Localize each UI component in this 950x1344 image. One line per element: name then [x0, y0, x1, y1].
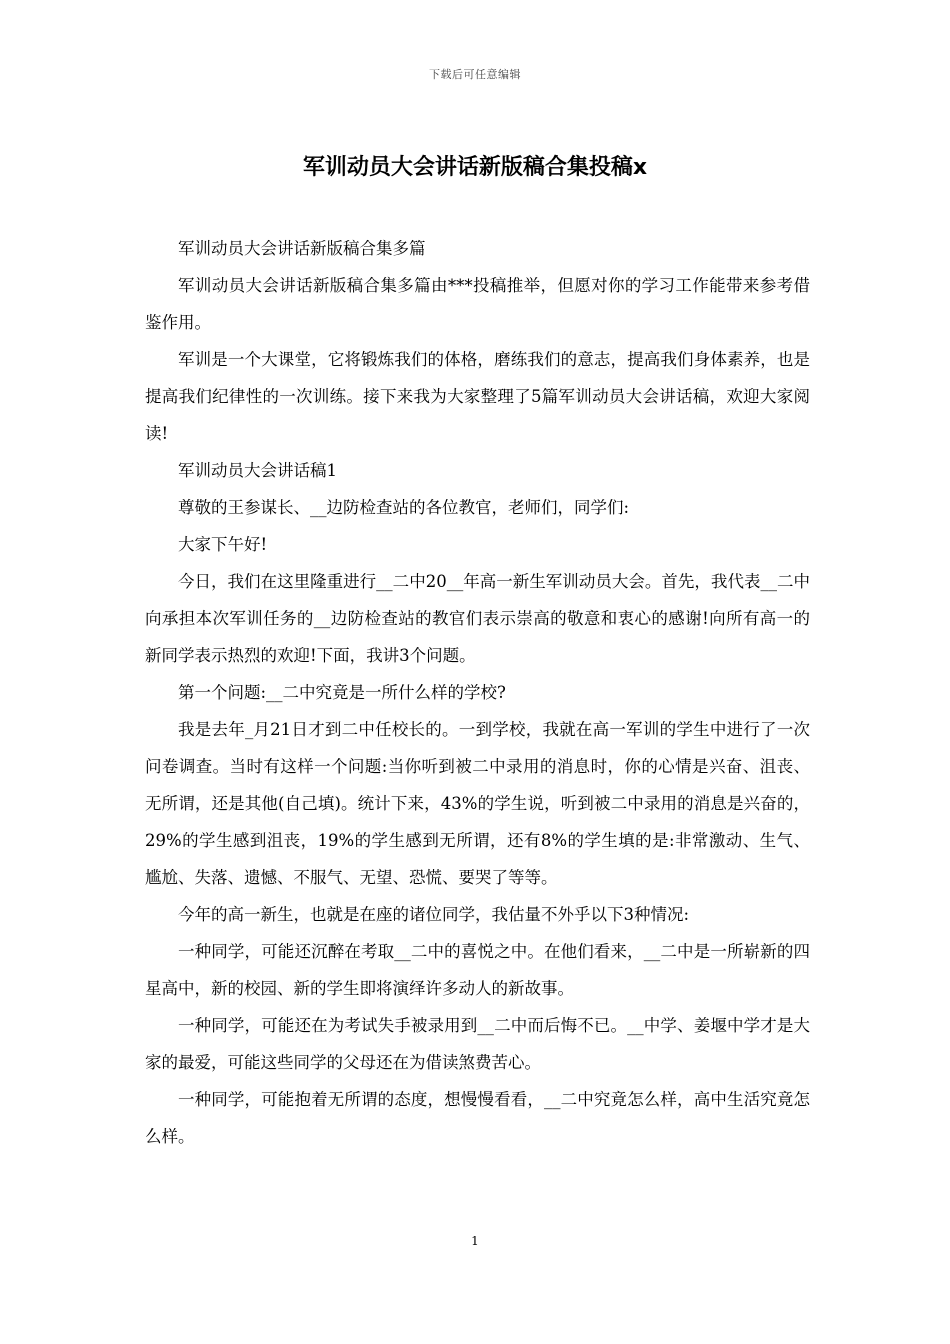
paragraph-subtitle: 军训动员大会讲话新版稿合集多篇: [178, 239, 426, 258]
paragraph-opening: 今日，我们在这里隆重进行__二中20__年高一新生军训动员大会。首先，我代表__二中向承担本次军训任务的__边防检查站的教官们表示崇高的敬意和衷心的感谢!向所有高一的新同学表示热烈的欢迎!下面，我讲3个问题。: [145, 572, 810, 665]
paragraph-situation-two: 一种同学，可能还在为考试失手被录用到__二中而后悔不已。__中学、姜堰中学才是大家的最爱，可能这些同学的父母还在为借读煞费苦心。: [145, 1016, 810, 1072]
paragraph-greeting: 大家下午好!: [178, 535, 268, 554]
paragraph-question-one: 第一个问题:__二中究竟是一所什么样的学校?: [178, 683, 506, 702]
paragraph-survey: 我是去年_月21日才到二中任校长的。一到学校，我就在高一军训的学生中进行了一次问卷调查。当时有这样一个问题:当你听到被二中录用的消息时，你的心情是兴奋、沮丧、无所谓，还是其他(自己填)。统计下来，43%的学生说，听到被二中录用的消息是兴奋的，29%的学生感到沮丧，19%的学生感到无所谓，还有8%的学生填的是:非常激动、生气、尴尬、失落、遗憾、不服气、无望、恐慌、要哭了等等。: [145, 720, 810, 887]
paragraph-summary: 军训是一个大课堂，它将锻炼我们的体格，磨练我们的意志，提高我们身体素养，也是提高我们纪律性的一次训练。接下来我为大家整理了5篇军训动员大会讲话稿，欢迎大家阅读!: [145, 350, 810, 443]
page-number: 1: [471, 1234, 479, 1248]
document-title: 军训动员大会讲话新版稿合集投稿x: [302, 155, 648, 180]
paragraph-situations: 今年的高一新生，也就是在座的诸位同学，我估量不外乎以下3种情况:: [178, 905, 690, 924]
paragraph-speech-heading: 军训动员大会讲话稿1: [178, 461, 337, 480]
page-header-note: 下载后可任意编辑: [429, 68, 521, 81]
paragraph-situation-three: 一种同学，可能抱着无所谓的态度，想慢慢看看，__二中究竟怎么样，高中生活究竟怎么样。: [145, 1090, 810, 1146]
paragraph-salutation: 尊敬的王参谋长、__边防检查站的各位教官，老师们，同学们:: [178, 498, 630, 517]
paragraph-intro: 军训动员大会讲话新版稿合集多篇由***投稿推举，但愿对你的学习工作能带来参考借鉴作用。: [145, 276, 810, 332]
paragraph-situation-one: 一种同学，可能还沉醉在考取__二中的喜悦之中。在他们看来，__二中是一所崭新的四星高中，新的校园、新的学生即将演绎许多动人的新故事。: [145, 942, 810, 998]
document-body: [145, 230, 810, 1155]
